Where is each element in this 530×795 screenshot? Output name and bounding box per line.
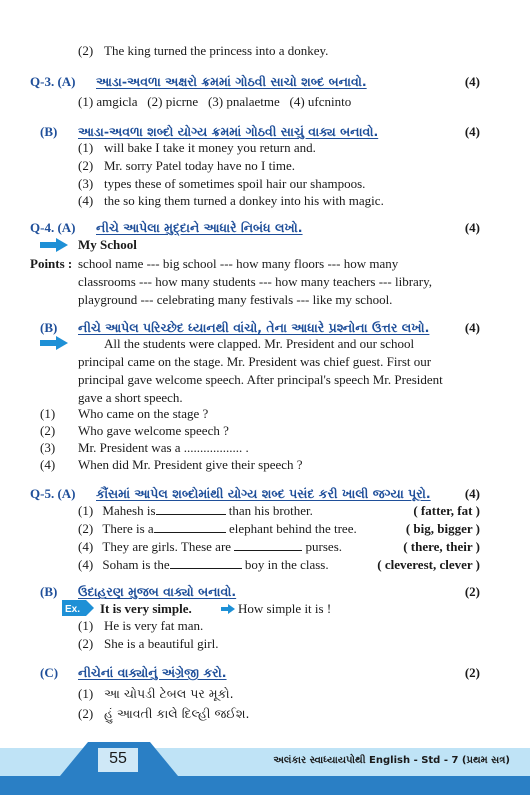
marks: (4)	[464, 220, 480, 235]
item-number: (3)	[78, 176, 94, 191]
points-line: school name --- big school --- how many floors --- how many	[78, 256, 399, 271]
question-label: Q-3. (A)	[30, 74, 76, 89]
sentence-start: There is a	[102, 521, 154, 536]
sentence-end: than his brother.	[228, 503, 313, 518]
question-label: Q-5. (A)	[30, 486, 76, 501]
question-text: Who gave welcome speech ?	[78, 423, 229, 438]
question-text: When did Mr. President give their speech ?	[78, 457, 303, 472]
item-number: (2)	[78, 636, 94, 651]
passage-line: principal gave welcome speech. After principal's speech Mr. President	[78, 372, 443, 387]
item-text: types these of sometimes spoil hair our shampoos.	[104, 176, 366, 191]
question-title: નીચે આપેલા મુદ્દાને આધારે નિબંધ લખો.	[96, 220, 303, 235]
item-number: (2)	[78, 521, 94, 536]
example-badge	[62, 600, 94, 616]
blank-line	[154, 531, 226, 533]
marks: (4)	[464, 320, 480, 335]
item-number: (4)	[78, 193, 94, 208]
question-number: (3)	[40, 440, 56, 455]
question-title: આડા-અવળા શબ્દો યોગ્ય ક્રમમાં ગોઠવી સાચું વાક્ય બનાવો.	[78, 124, 379, 139]
question-title: નીચેનાં વાક્યોનું અંગ્રેજી કરો.	[78, 665, 227, 680]
essay-topic: My School	[78, 237, 137, 252]
sentence-end: elephant behind the tree.	[228, 521, 357, 536]
sentence-end: purses.	[305, 539, 343, 554]
book-title: અલંકાર સ્વાધ્યાયપોથી English - Std - 7 (પ્રથમ સત્ર)	[273, 755, 510, 766]
passage-line: All the students were clapped. Mr. President and our school	[104, 336, 415, 351]
item-text: the so king them turned a donkey into his with magic.	[104, 193, 384, 208]
marks: (4)	[464, 486, 480, 501]
question-number: (4)	[40, 457, 56, 472]
blank-line	[170, 567, 242, 569]
question-title: ઉદાહરણ મુજબ વાક્યો બનાવો.	[78, 584, 237, 599]
blank-line	[156, 513, 226, 515]
example-result: How simple it is !	[238, 601, 332, 616]
marks: (4)	[464, 74, 480, 89]
item-number: (2)	[78, 706, 94, 721]
question-label: (B)	[40, 124, 58, 139]
item-number: (2)	[78, 43, 94, 58]
question-title: કૌંસમાં આપેલ શબ્દોમાંથી યોગ્ય શબ્દ પસંદ કરી ખાલી જગ્યા પૂરો.	[96, 486, 431, 501]
word-options: ( cleverest, clever )	[377, 557, 480, 572]
item-text: The king turned the princess into a donkey.	[104, 43, 329, 58]
question-label: Q-4. (A)	[30, 220, 76, 235]
word-options: ( big, bigger )	[405, 521, 480, 536]
marks: (2)	[464, 584, 480, 599]
fill-blank-row	[78, 521, 357, 537]
question-number: (2)	[40, 423, 56, 438]
question-text: Who came on the stage ?	[78, 406, 209, 421]
question-label: (B)	[40, 320, 58, 335]
item-text: will bake I take it money you return and.	[104, 140, 316, 155]
example-badge-text: Ex.	[65, 604, 81, 615]
arrow-icon	[40, 336, 68, 350]
word-options: ( fatter, fat )	[413, 503, 480, 518]
word-options: ( there, their )	[403, 539, 480, 554]
item-number: (1)	[78, 140, 94, 155]
blank-line	[234, 549, 302, 551]
fill-blank-row	[78, 557, 329, 573]
passage-line: principal came on the stage. Mr. President was chief guest. First our	[78, 354, 432, 369]
points-line: playground --- celebrating many festivals --- like my school.	[78, 292, 393, 307]
item-number: (4)	[78, 557, 94, 572]
footer-bottom-band	[0, 776, 530, 795]
question-number: (1)	[40, 406, 56, 421]
question-label: (C)	[40, 665, 59, 680]
arrow-right-icon	[221, 604, 235, 614]
question-title: આડા-અવળા અક્ષરો ક્રમમાં ગોઠવી સાચો શબ્દ બનાવો.	[96, 74, 367, 89]
sentence-start: They are girls. These are	[102, 539, 232, 554]
marks: (4)	[464, 124, 480, 139]
arrow-icon	[40, 238, 68, 252]
item-number: (1)	[78, 503, 94, 518]
question-text: Mr. President was a .................. .	[78, 440, 249, 455]
item-number: (4)	[78, 539, 94, 554]
item-text: Mr. sorry Patel today have no I time.	[104, 158, 295, 173]
question-label: (B)	[40, 584, 58, 599]
item-text: આ ચોપડી ટેબલ પર મૂકો.	[104, 686, 234, 701]
item-number: (2)	[78, 158, 94, 173]
item-number: (1)	[78, 618, 94, 633]
sentence-start: Mahesh is	[102, 503, 156, 518]
example-sentence: It is very simple.	[100, 601, 192, 616]
item-text: હું આવતી કાલે દિલ્હી જઈશ.	[104, 706, 250, 721]
item-text: She is a beautiful girl.	[104, 636, 219, 651]
points-line: classrooms --- how many students --- how many teachers --- library,	[78, 274, 433, 289]
item-text: He is very fat man.	[104, 618, 204, 633]
question-title: નીચે આપેલ પરિચ્છેદ ધ્યાનથી વાંચો, તેના આધારે પ્રશ્નોના ઉત્તર લખો.	[78, 320, 430, 335]
passage-line: gave a short speech.	[78, 390, 183, 405]
page-number: 55	[109, 750, 127, 767]
marks: (2)	[464, 665, 480, 680]
sentence-end: boy in the class.	[244, 557, 329, 572]
scrambled-words: (1) amgicla (2) picrne (3) pnalaetme (4) ufcninto	[78, 94, 352, 109]
fill-blank-row	[78, 539, 342, 555]
item-number: (1)	[78, 686, 94, 701]
points-label: Points :	[30, 256, 73, 271]
fill-blank-row	[78, 503, 313, 519]
sentence-start: Soham is the	[102, 557, 170, 572]
